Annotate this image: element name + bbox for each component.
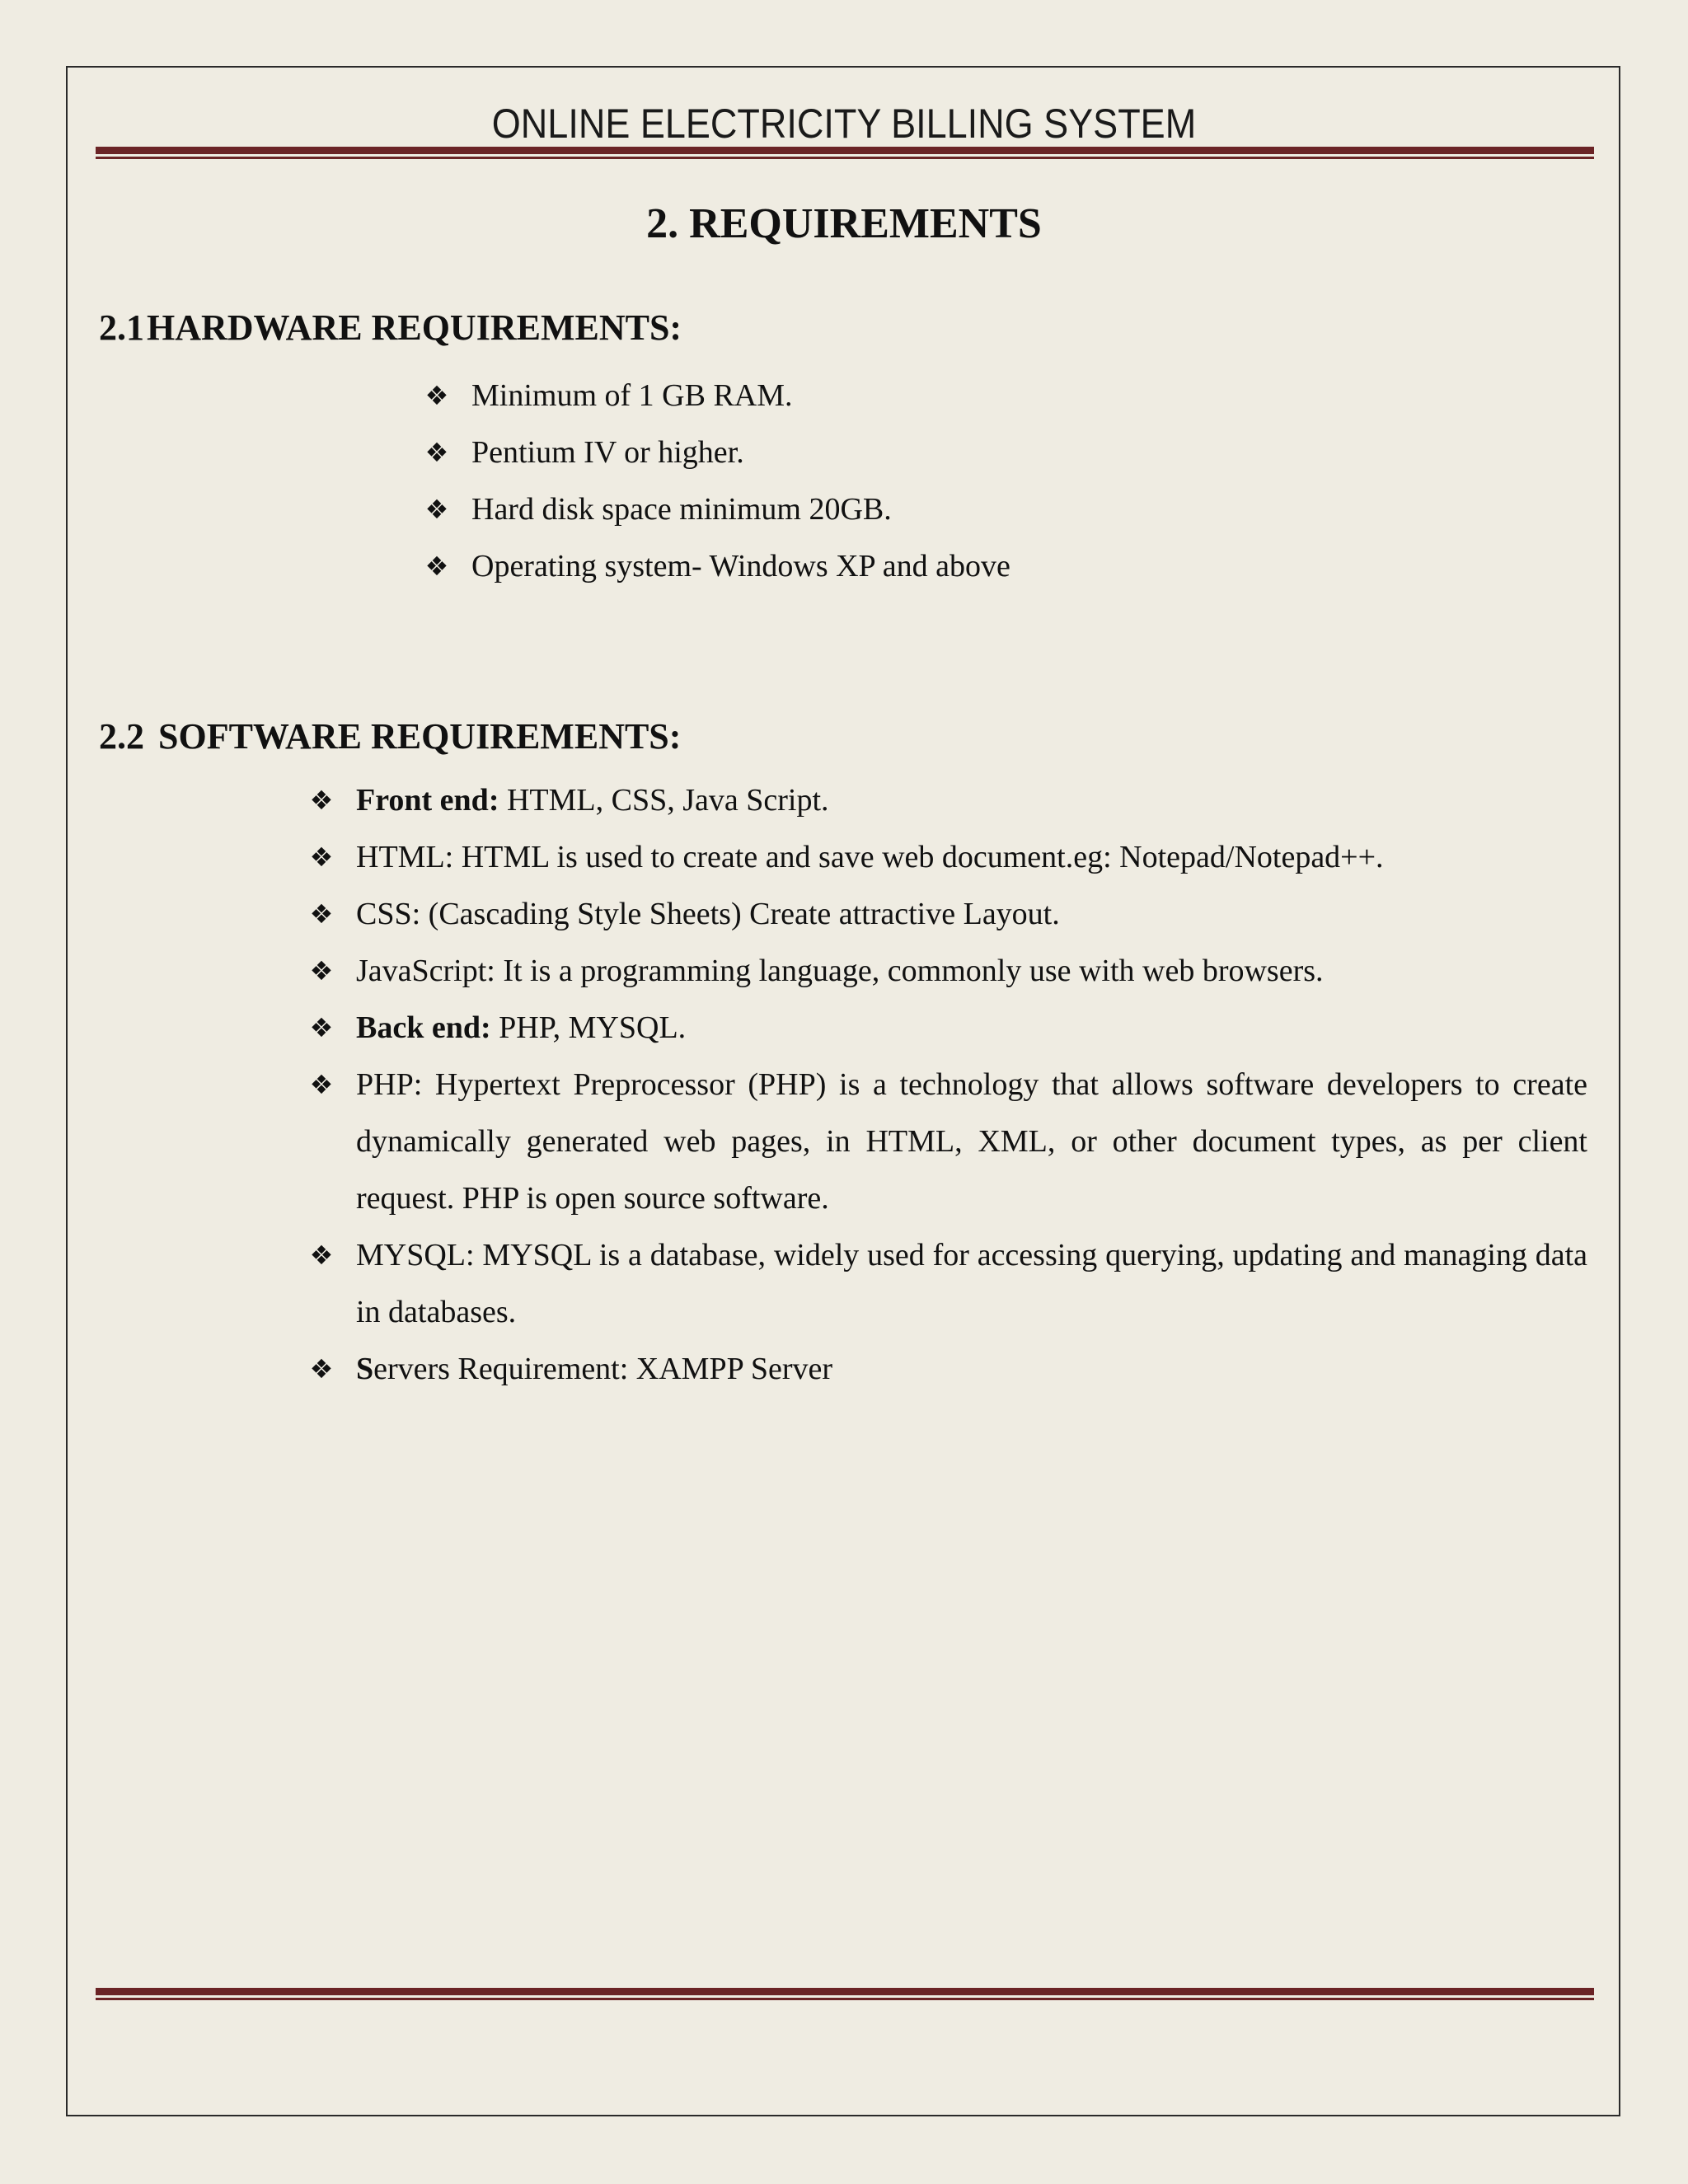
list-item-text: JavaScript: It is a programming language, commonly use with web browsers. <box>356 954 1324 988</box>
diamond-bullet-icon: ❖ <box>309 841 334 873</box>
list-item-text: PHP, MYSQL. <box>490 1010 687 1045</box>
list-item-text: Minimum of 1 GB RAM. <box>471 378 793 413</box>
list-item-text: ervers Requirement: XAMPP Server <box>373 1352 833 1386</box>
list-item <box>305 1227 1587 1341</box>
list-item <box>305 1057 1587 1227</box>
footer-rule <box>96 1988 1594 2000</box>
chapter-title: 2. REQUIREMENTS <box>646 200 1042 247</box>
list-item <box>305 943 1587 1000</box>
diamond-bullet-icon: ❖ <box>309 898 334 930</box>
software-section-heading <box>99 714 681 760</box>
software-requirements-list <box>305 772 1587 1398</box>
diamond-bullet-icon: ❖ <box>309 955 334 987</box>
list-item-text: Pentium IV or higher. <box>471 435 744 470</box>
list-item-label: S <box>356 1352 374 1386</box>
diamond-bullet-icon: ❖ <box>424 551 449 582</box>
list-item-text: CSS: (Cascading Style Sheets) Create attractive Layout. <box>356 897 1060 931</box>
list-item <box>420 424 1010 481</box>
list-item-text: HTML, CSS, Java Script. <box>499 783 829 818</box>
list-item-text: MYSQL: MYSQL is a database, widely used for accessing querying, updating and managing data in databases. <box>356 1238 1587 1329</box>
diamond-bullet-icon: ❖ <box>424 380 449 411</box>
list-item <box>305 772 1587 829</box>
list-item-label: Front end: <box>356 783 499 818</box>
list-item-text: PHP: Hypertext Preprocessor (PHP) is a technology that allows software developers to create dynamically generated web pages, in HTML, XML, or other document types, as per client request. PHP is open source software. <box>356 1067 1587 1216</box>
list-item-label: Back end: <box>356 1010 491 1045</box>
hardware-section-number: 2.1 <box>99 307 144 348</box>
diamond-bullet-icon: ❖ <box>424 437 449 468</box>
hardware-section-heading <box>99 305 682 351</box>
list-item-text: HTML: HTML is used to create and save web document.eg: Notepad/Notepad++. <box>356 840 1384 874</box>
list-item <box>420 538 1010 595</box>
document-header-title: ONLINE ELECTRICITY BILLING SYSTEM <box>491 101 1197 147</box>
list-item <box>420 368 1010 424</box>
diamond-bullet-icon: ❖ <box>309 1012 334 1043</box>
software-section-number: 2.2 <box>99 716 144 757</box>
list-item <box>305 1341 1587 1398</box>
diamond-bullet-icon: ❖ <box>309 1069 334 1100</box>
diamond-bullet-icon: ❖ <box>309 1240 334 1271</box>
diamond-bullet-icon: ❖ <box>309 1353 334 1385</box>
list-item <box>305 1000 1587 1057</box>
diamond-bullet-icon: ❖ <box>424 494 449 525</box>
diamond-bullet-icon: ❖ <box>309 785 334 816</box>
hardware-requirements-list <box>420 368 1010 595</box>
software-section-title: SOFTWARE REQUIREMENTS: <box>158 716 682 757</box>
hardware-section-title: HARDWARE REQUIREMENTS: <box>147 307 682 348</box>
list-item <box>305 829 1587 886</box>
list-item-text: Hard disk space minimum 20GB. <box>471 492 892 527</box>
list-item <box>420 481 1010 538</box>
list-item <box>305 886 1587 943</box>
list-item-text: Operating system- Windows XP and above <box>471 549 1010 583</box>
header-rule <box>96 147 1594 159</box>
